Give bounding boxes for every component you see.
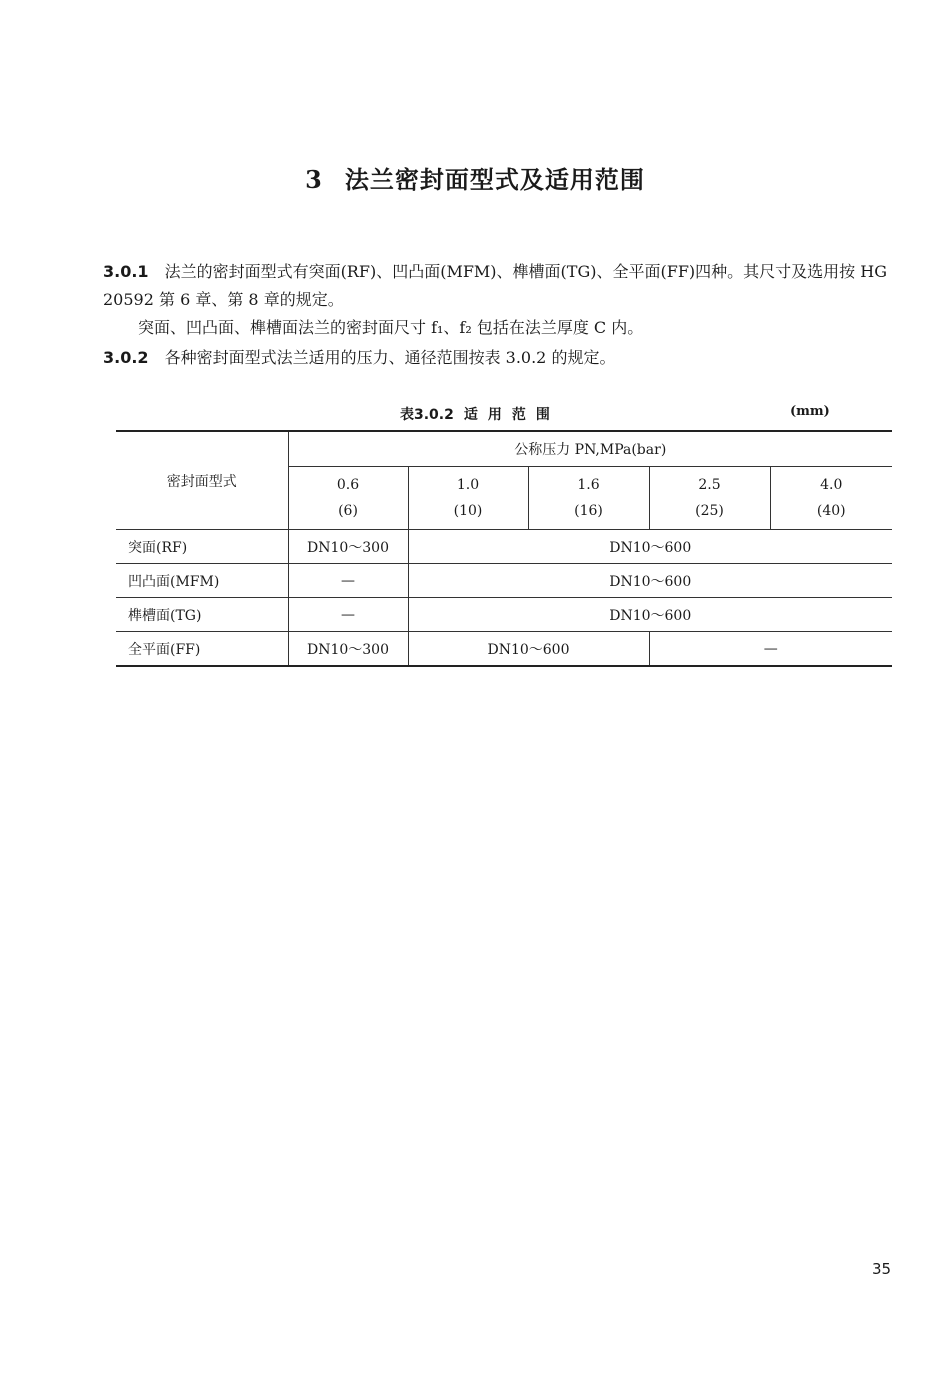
range-cell: DN10～600 bbox=[408, 598, 892, 632]
range-cell: DN10～600 bbox=[408, 530, 892, 564]
table-number: 表3.0.2 bbox=[400, 407, 454, 423]
table-row bbox=[116, 632, 892, 667]
header-nominal-pressure: 公称压力 PN,MPa(bar) bbox=[288, 431, 892, 467]
seal-type-cell: 突面(RF) bbox=[116, 530, 288, 564]
page-number: 35 bbox=[872, 1260, 892, 1278]
table-row bbox=[116, 564, 892, 598]
range-cell: DN10～300 bbox=[288, 530, 408, 564]
range-cell: DN10～300 bbox=[288, 632, 408, 667]
table-row bbox=[116, 530, 892, 564]
clause-text: 突面、凹凸面、榫槽面法兰的密封面尺寸 f₁、f₂ 包括在法兰厚度 C 内。 bbox=[138, 318, 644, 337]
clause-number: 3.0.1 bbox=[103, 262, 149, 281]
chapter-number: 3 bbox=[305, 165, 323, 194]
clause-3-0-1 bbox=[103, 258, 903, 314]
seal-type-cell: 全平面(FF) bbox=[116, 632, 288, 667]
clause-text: 各种密封面型式法兰适用的压力、通径范围按表 3.0.2 的规定。 bbox=[164, 348, 616, 367]
chapter-title bbox=[0, 160, 950, 195]
clause-3-0-2 bbox=[103, 344, 903, 372]
range-cell: DN10～600 bbox=[408, 564, 892, 598]
header-seal-type: 密封面型式 bbox=[116, 431, 288, 530]
range-cell: — bbox=[288, 598, 408, 632]
range-cell: DN10～600 bbox=[408, 632, 649, 667]
pressure-cell: 4.0 (40) bbox=[770, 467, 892, 530]
range-table bbox=[116, 430, 892, 667]
pressure-cell: 1.6 (16) bbox=[528, 467, 649, 530]
clause-number: 3.0.2 bbox=[103, 348, 149, 367]
table-unit: (mm) bbox=[790, 404, 830, 419]
seal-type-cell: 凹凸面(MFM) bbox=[116, 564, 288, 598]
chapter-title-text: 法兰密封面型式及适用范围 bbox=[344, 166, 645, 194]
pressure-cell: 1.0 (10) bbox=[408, 467, 528, 530]
table-header-row bbox=[116, 431, 892, 467]
table-row bbox=[116, 598, 892, 632]
seal-type-cell: 榫槽面(TG) bbox=[116, 598, 288, 632]
pressure-cell: 0.6 (6) bbox=[288, 467, 408, 530]
range-cell: — bbox=[649, 632, 892, 667]
table-title: 适用范围 bbox=[463, 407, 560, 423]
range-cell: — bbox=[288, 564, 408, 598]
clause-text: 法兰的密封面型式有突面(RF)、凹凸面(MFM)、榫槽面(TG)、全平面(FF)四种。其尺寸及选用按 HG 20592 第 6 章、第 8 章的规定。 bbox=[103, 262, 887, 309]
pressure-cell: 2.5 (25) bbox=[649, 467, 770, 530]
table-caption bbox=[400, 404, 560, 424]
clause-3-0-1-note bbox=[138, 314, 938, 342]
